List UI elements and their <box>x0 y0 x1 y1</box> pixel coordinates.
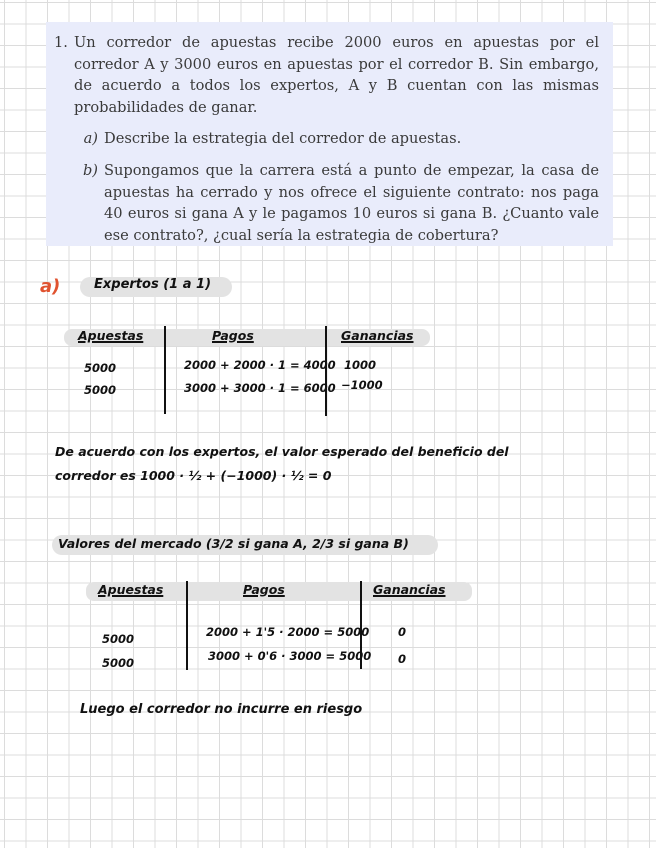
expected-value-line2: corredor es 1000 · ½ + (−1000) · ½ = 0 <box>55 468 332 483</box>
table2-row2-ganancias: 0 <box>398 652 407 666</box>
table1-row1-ganancias: 1000 <box>344 358 377 372</box>
table1-row2-pagos: 3000 + 3000 · 1 = 6000 <box>184 381 336 395</box>
problem-part-a <box>74 128 599 150</box>
table2-divider-1 <box>186 581 188 670</box>
problem-text: Un corredor de apuestas recibe 2000 euros en apuestas por el corredor A y 3000 euros en apuestas por el corredor B. Sin embargo, de acuerdo a todos los expertos, A y B cuentan con las mismas probabilidades de ganar. <box>74 34 599 116</box>
table1-header-apuestas: Apuestas <box>78 328 144 343</box>
table1-row2-ganancias: −1000 <box>341 378 383 392</box>
table1-row1-apuestas: 5000 <box>84 361 117 375</box>
problem-main <box>54 32 599 118</box>
market-heading: Valores del mercado (3/2 si gana A, 2/3 si gana B) <box>58 536 409 551</box>
experts-heading: Expertos (1 a 1) <box>94 277 212 292</box>
table2-header-pagos: Pagos <box>243 582 285 597</box>
table2-header-ganancias: Ganancias <box>373 582 446 597</box>
table1-header-ganancias: Ganancias <box>341 328 414 343</box>
part-a-label: a) <box>83 130 98 148</box>
problem-number: 1. <box>54 34 68 51</box>
problem-part-b <box>74 160 599 246</box>
table1-row1-pagos: 2000 + 2000 · 1 = 4000 <box>184 358 336 372</box>
table2-row1-pagos: 2000 + 1'5 · 2000 = 5000 <box>206 625 370 639</box>
section-a-label: a) <box>40 276 61 297</box>
table2-row1-ganancias: 0 <box>398 625 407 639</box>
problem-statement-box <box>46 22 613 246</box>
table2-row2-pagos: 3000 + 0'6 · 3000 = 5000 <box>208 649 372 663</box>
part-b-text: Supongamos que la carrera está a punto de empezar, la casa de apuestas ha cerrado y nos ofrece el siguiente contrato: nos paga 40 euros si gana A y le pagamos 10 euros si gana B. ¿Cuanto vale ese contrato?, ¿cual sería la estrategia de cobertura? <box>104 161 599 244</box>
table2-row2-apuestas: 5000 <box>102 656 135 670</box>
table2-row1-apuestas: 5000 <box>102 632 135 646</box>
table1-header-pagos: Pagos <box>212 328 254 343</box>
table1-row2-apuestas: 5000 <box>84 383 117 397</box>
expected-value-line1: De acuerdo con los expertos, el valor esperado del beneficio del <box>55 444 509 459</box>
part-b-label: b) <box>82 161 98 179</box>
part-a-text: Describe la estrategia del corredor de apuestas. <box>104 130 462 148</box>
table2-header-apuestas: Apuestas <box>98 582 164 597</box>
table1-divider-1 <box>164 326 166 414</box>
conclusion-text: Luego el corredor no incurre en riesgo <box>80 702 363 717</box>
